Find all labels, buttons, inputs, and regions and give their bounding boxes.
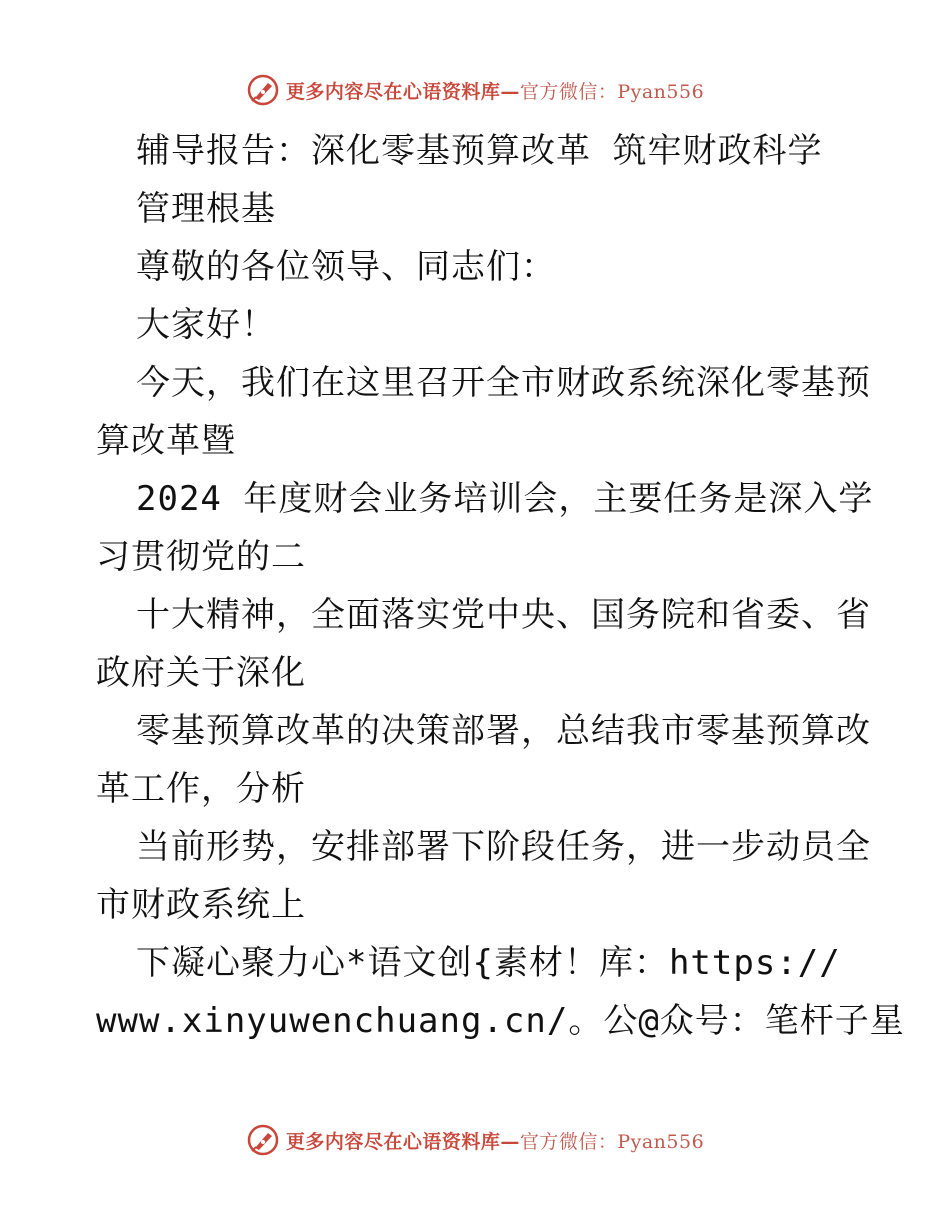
footer-wechat-text: 官方微信：Pyan556 xyxy=(519,1130,705,1153)
footer-banner xyxy=(0,1120,950,1160)
doc-paragraph-line: 十大精神，全面落实党中央、国务院和省委、省 xyxy=(136,595,871,635)
pen-nib-logo-icon xyxy=(246,73,280,107)
doc-paragraph-line: 算改革暨 xyxy=(96,421,236,461)
doc-paragraph-line: 零基预算改革的决策部署，总结我市零基预算改 xyxy=(136,711,871,751)
document-body xyxy=(96,122,905,1050)
header-banner-text: 更多内容尽在心语资料库—官方微信：Pyan556 xyxy=(285,80,705,103)
doc-title-line-1: 辅导报告：深化零基预算改革 筑牢财政科学 xyxy=(136,131,823,171)
doc-paragraph-line: 市财政系统上 xyxy=(96,885,306,925)
header-wechat-text: 官方微信：Pyan556 xyxy=(519,80,705,103)
footer-banner-text: 更多内容尽在心语资料库—官方微信：Pyan556 xyxy=(285,1130,705,1153)
pen-nib-logo-icon xyxy=(246,1123,280,1157)
doc-paragraph-line: 政府关于深化 xyxy=(96,653,306,693)
doc-paragraph-line: 下凝心聚力心*语文创{素材！库：https:// xyxy=(136,943,841,983)
doc-title-line-2: 管理根基 xyxy=(136,189,276,229)
doc-paragraph-line: 习贯彻党的二 xyxy=(96,537,306,577)
doc-paragraph-line: 2024 年度财会业务培训会，主要任务是深入学 xyxy=(136,479,874,519)
doc-paragraph-line: www.xinyuwenchuang.cn/。公@众号：笔杆子星 xyxy=(96,1001,905,1041)
header-banner xyxy=(0,70,950,110)
doc-paragraph-line: 今天，我们在这里召开全市财政系统深化零基预 xyxy=(136,363,871,403)
doc-paragraph-line: 革工作，分析 xyxy=(96,769,306,809)
doc-paragraph-line: 当前形势，安排部署下阶段任务，进一步动员全 xyxy=(136,827,871,867)
doc-salutation: 尊敬的各位领导、同志们： xyxy=(136,247,556,287)
doc-greeting: 大家好！ xyxy=(136,305,276,345)
